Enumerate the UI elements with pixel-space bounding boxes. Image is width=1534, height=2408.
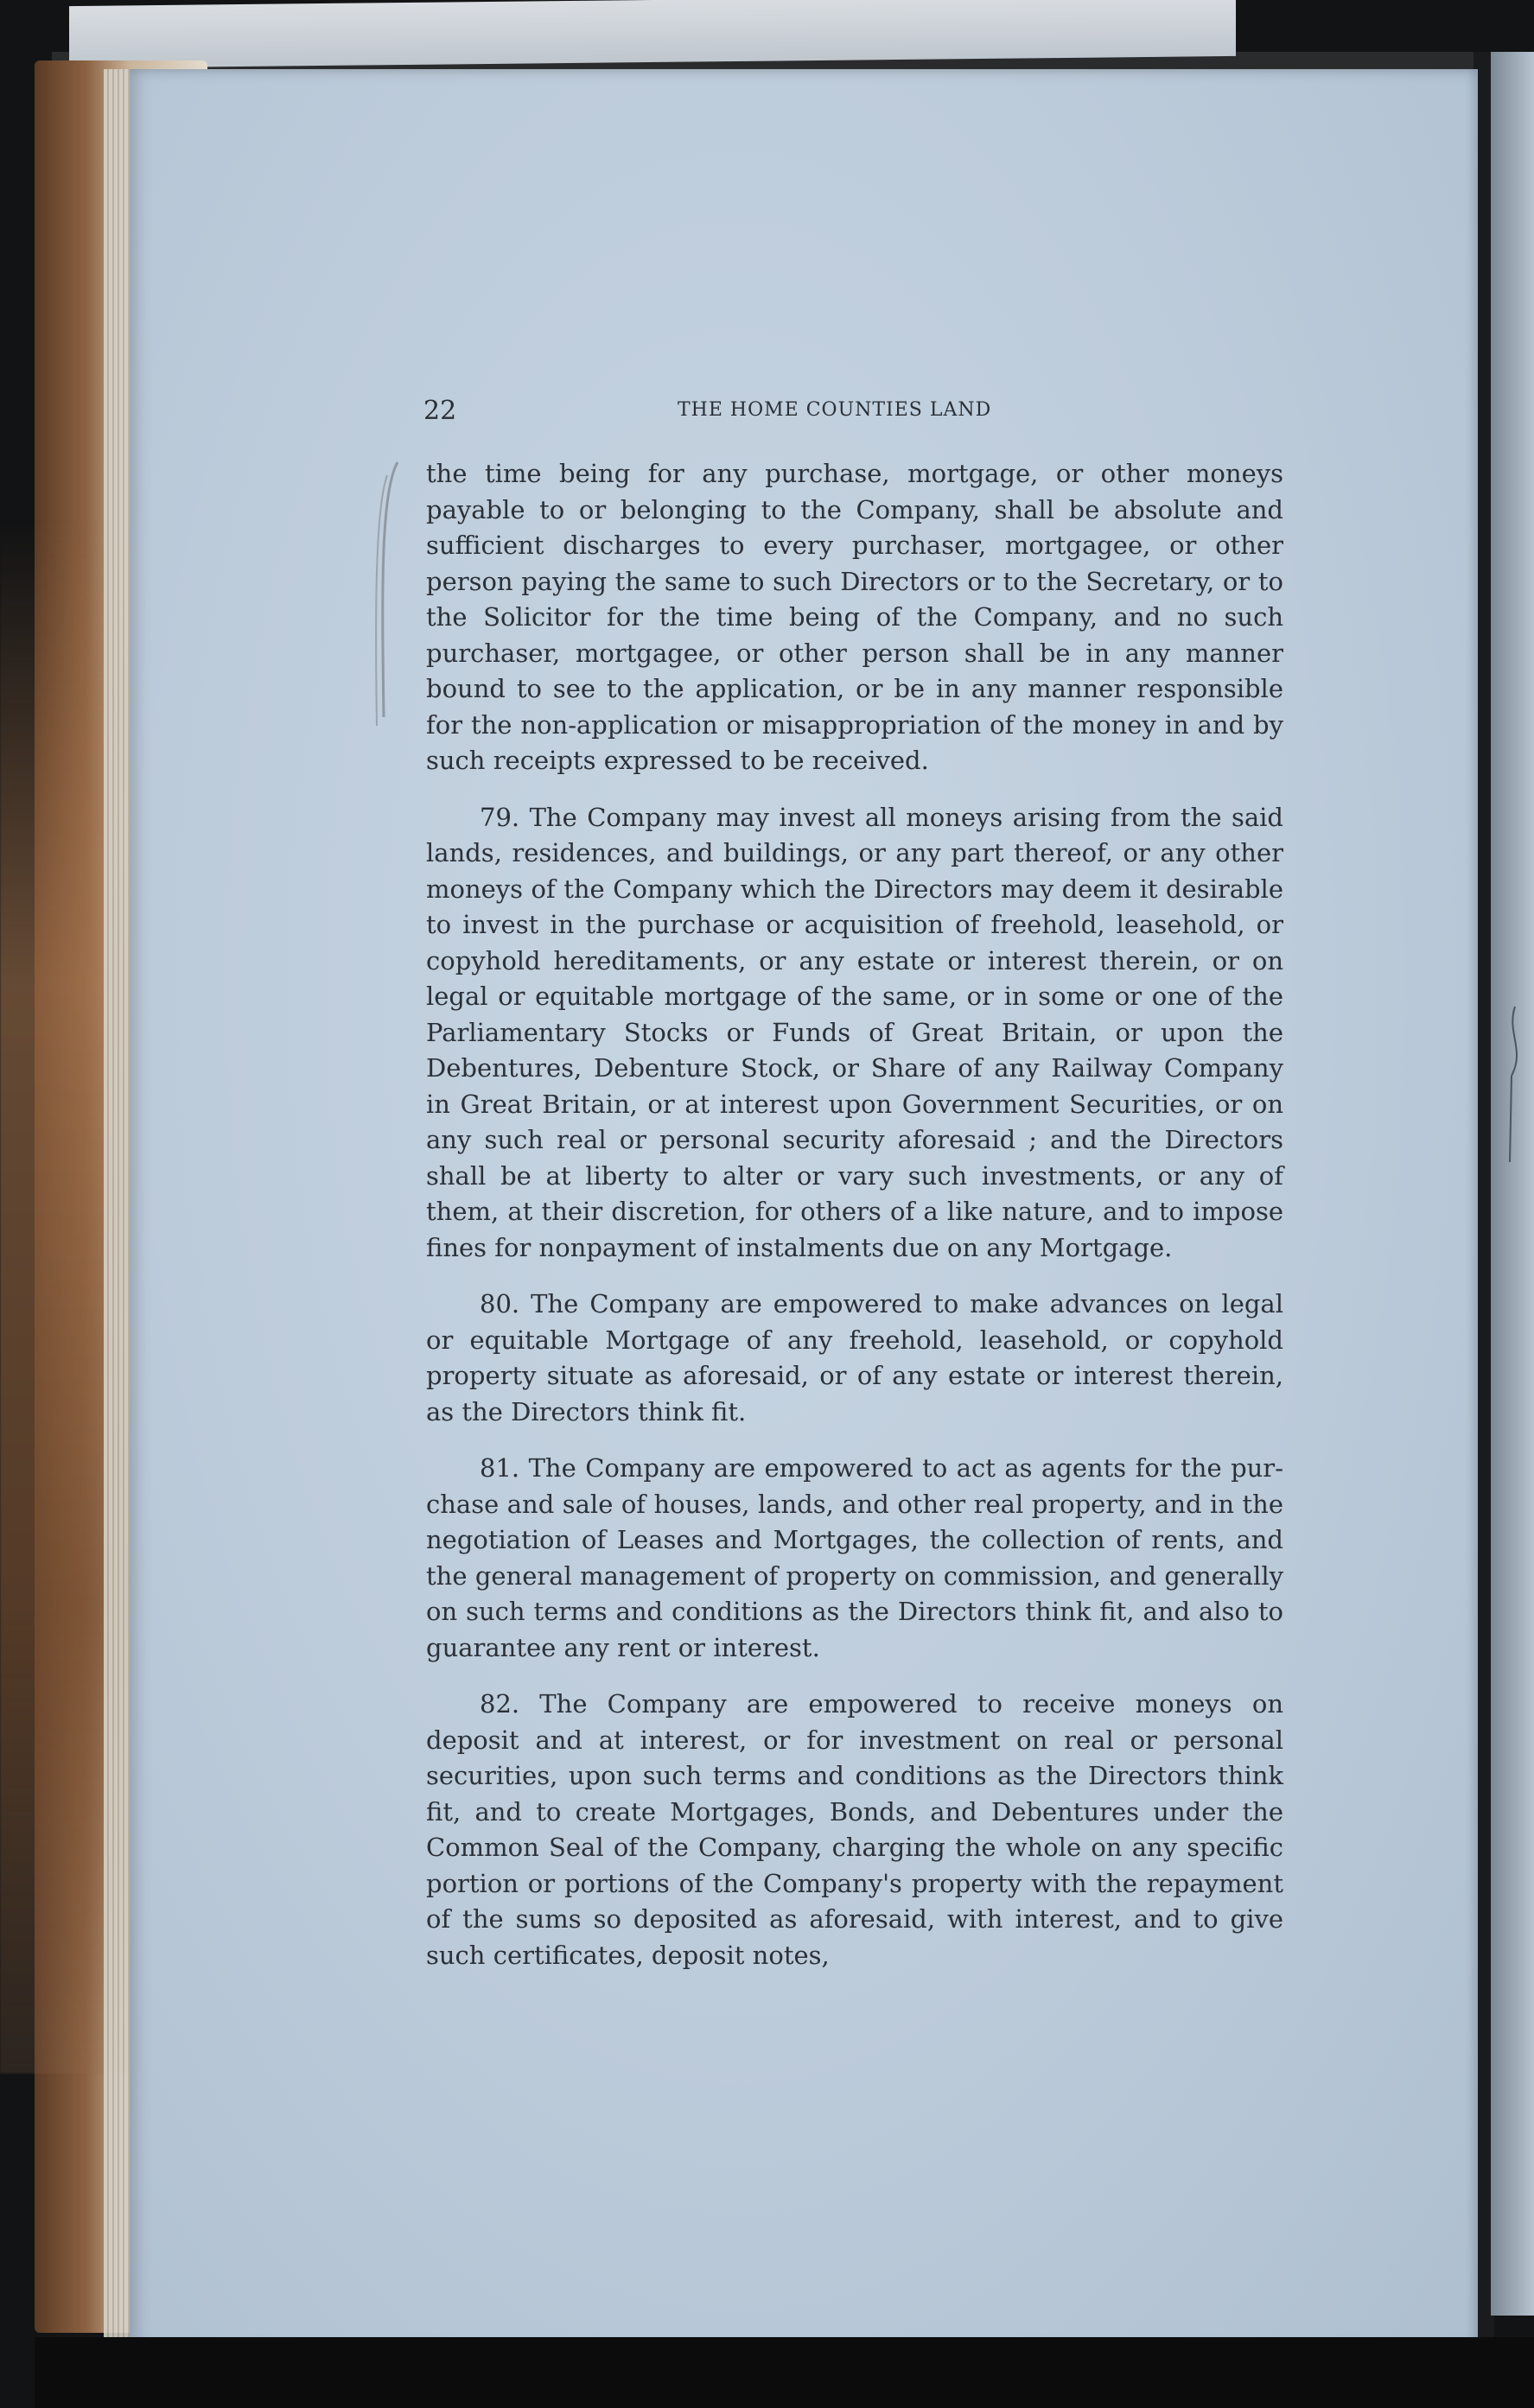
body-text — [426, 456, 1283, 1994]
paragraph-79: 79. The Company may invest all moneys arising from the said lands, residences, and buildings, or any part thereof, or any other moneys of the Company which the Directors may deem it desirable to invest in the purchase or acquisition of freehold, leasehold, or copyhold hereditaments, or any estate or interest therein, or on legal or equitable mortgage of the same, or in some or one of the Parliamentary Stocks or Funds of Great Britain, or upon the Debentures, Debenture Stock, or Share of any Railway Company in Great Britain, or at interest upon Government Securities, or on any such real or personal security aforesaid ; and the Directors shall be at liberty to alter or vary such investments, or any of them, at their discretion, for others of a like nature, and to impose fines for nonpayment of instalments due on any Mortgage. — [426, 802, 1283, 1262]
margin-pencil-mark — [1499, 998, 1530, 1171]
running-head: THE HOME COUNTIES LAND — [678, 399, 992, 421]
paragraph-continuation: the time being for any purchase, mortgage, or other moneys payable to or belonging to the Company, shall be absolute and sufficient discharges to every purchaser, mortgagee, or other person paying the same to such Directors or to the Secretary, or to the Solicitor for the time being of the Company, and no such purchaser, mortgagee, or other person shall be in any manner bound to see to the application, or be in any manner responsible for the non-application or misappropriation of the money in and by such receipts expressed to be received. — [426, 459, 1283, 775]
paragraph-81: 81. The Company are empowered to act as agents for the purchase and sale of houses, lands, and other real property, and in the negotiation of Leases and Mortgages, the collection of rents, and the general management of property on commission, and generally on such terms and conditions as the Directors think fit, and also to guarantee any rent or interest. — [426, 1453, 1283, 1662]
pencil-bracket-mark — [372, 458, 406, 734]
page-number: 22 — [423, 396, 457, 426]
page-header — [423, 396, 1288, 430]
facing-page-edge — [1491, 52, 1534, 2316]
bottom-shadow — [35, 2337, 1534, 2408]
paragraph-80: 80. The Company are empowered to make advances on legal or equitable Mortgage of any freehold, leasehold, or copyhold property situate as aforesaid, or of any estate or interest therein, as the Directors think fit. — [426, 1289, 1283, 1426]
paragraph-82: 82. The Company are empowered to receive moneys on deposit and at interest, or for investment on real or personal securities, upon such terms and conditions as the Directors think fit, and to create Mortgages, Bonds, and Debentures under the Common Seal of the Company, charging the whole on any specific portion or portions of the Company's property with the repayment of the sums so deposited as aforesaid, with interest, and to give such certificates, deposit notes, — [426, 1689, 1283, 1970]
